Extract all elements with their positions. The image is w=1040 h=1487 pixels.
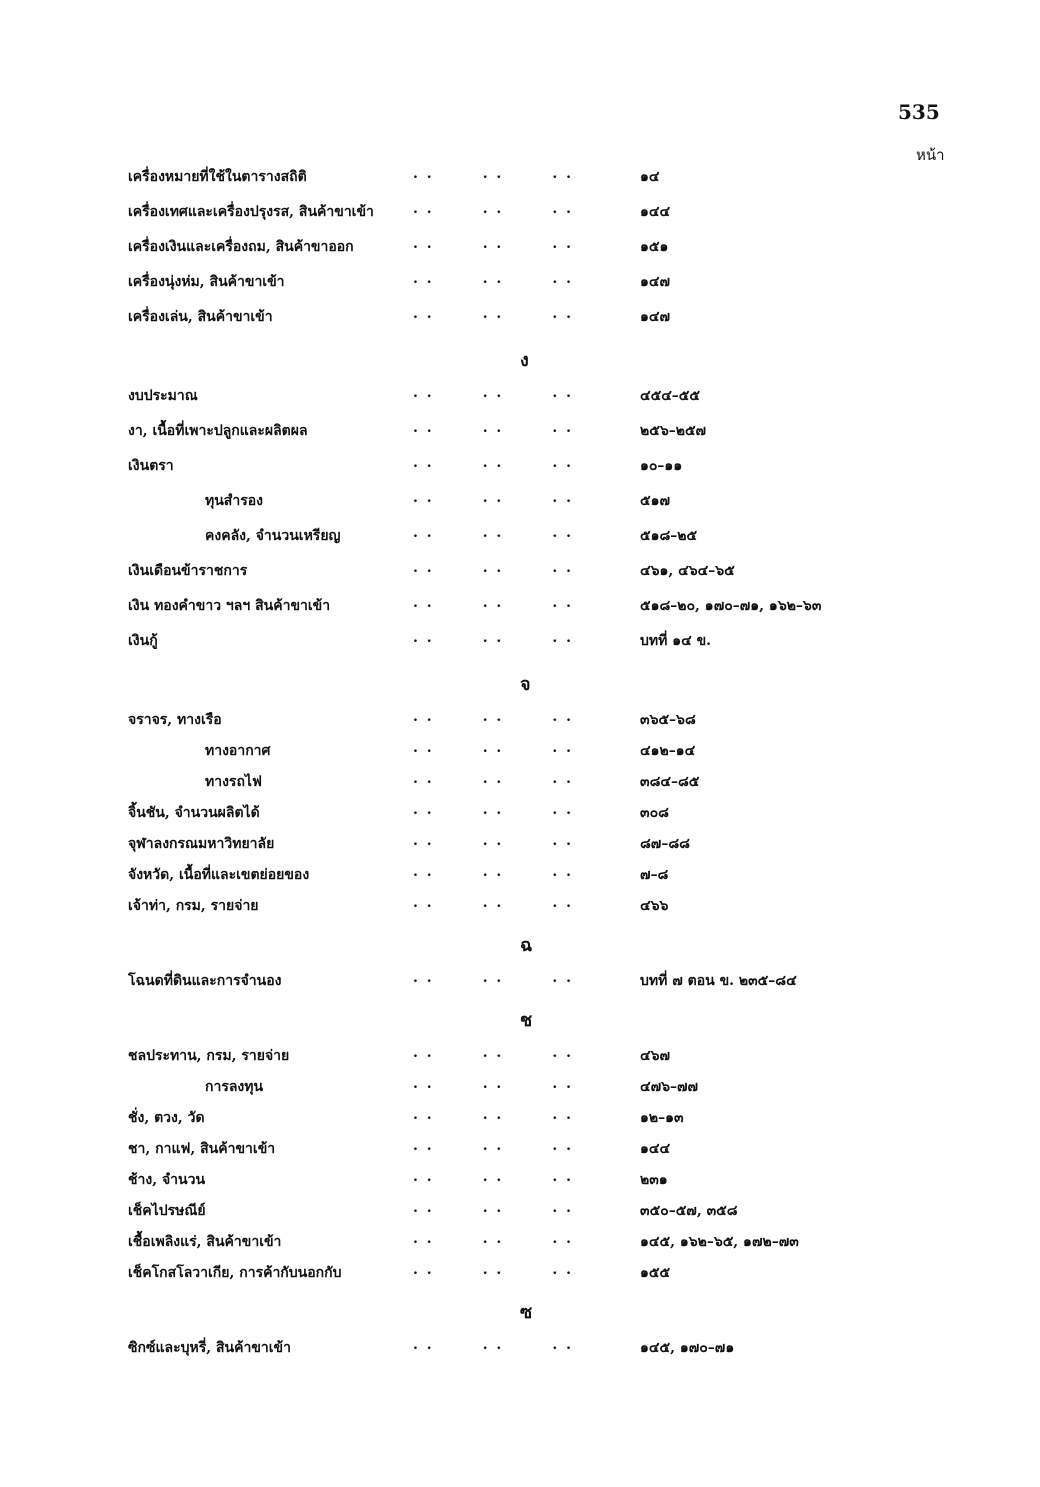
index-entry (0, 265, 1040, 300)
index-entry (0, 300, 1040, 335)
dot-leader: . . . . . . (413, 595, 573, 611)
dot-leader: . . . . . . (413, 895, 573, 911)
index-entry (0, 1070, 1040, 1101)
entry-term: ชั่ง, ตวง, วัด (128, 1110, 205, 1126)
index-entry (0, 1132, 1040, 1163)
dot-leader: . . . . . . (413, 560, 573, 576)
index-entry (0, 195, 1040, 230)
entry-page-ref: ๑๔๕, ๑๗๐–๗๑ (640, 1340, 735, 1356)
entry-term: การลงทุน (205, 1079, 264, 1095)
dot-leader: . . . . . . (413, 1076, 573, 1092)
entry-page-ref: ๗–๘ (640, 867, 669, 883)
section-letter: ฉ (520, 935, 533, 956)
entry-page-ref: ๓๖๕–๖๘ (640, 712, 696, 728)
section-letter: จ (520, 674, 531, 695)
dot-leader: . . . . . . (413, 970, 573, 986)
entry-page-ref: ๕๑๗ (640, 493, 671, 509)
index-entry (0, 1101, 1040, 1132)
dot-leader: . . . . . . (413, 1107, 573, 1123)
entry-page-ref: ๕๑๘–๒๕ (640, 528, 698, 544)
index-entry (0, 827, 1040, 858)
entry-term: โฉนดที่ดินและการจำนอง (128, 973, 282, 989)
index-entry (0, 414, 1040, 449)
entry-page-ref: ๑๐–๑๑ (640, 458, 683, 474)
section-heading (0, 659, 1040, 703)
entry-term: เงินกู้ (128, 633, 158, 649)
dot-leader: . . . . . . (413, 1337, 573, 1353)
entry-page-ref: ๕๑๘–๒๐, ๑๗๐–๗๑, ๑๖๒–๖๓ (640, 598, 822, 614)
entry-term: เครื่องเงินและเครื่องถม, สินค้าขาออก (128, 239, 354, 255)
entry-page-ref: ๔๖๑, ๔๖๔–๖๕ (640, 563, 735, 579)
dot-leader: . . . . . . (413, 166, 573, 182)
entry-term: ซิกซ์และบุหรี่, สินค้าขาเข้า (128, 1340, 291, 1356)
index-entry (0, 160, 1040, 195)
section-letter: ซ (520, 1302, 533, 1323)
entry-term: จราจร, ทางเรือ (128, 712, 222, 728)
dot-leader: . . . . . . (413, 1200, 573, 1216)
page-number: 535 (898, 100, 940, 124)
entry-term: เครื่องเทศและเครื่องปรุงรส, สินค้าขาเข้า (128, 204, 374, 220)
dot-leader: . . . . . . (413, 1045, 573, 1061)
entry-term: เครื่องนุ่งห่ม, สินค้าขาเข้า (128, 274, 285, 290)
entry-page-ref: ๓๐๘ (640, 805, 669, 821)
section-heading (0, 335, 1040, 379)
entry-page-ref: ๑๔๔ (640, 204, 671, 220)
entry-term: งา, เนื้อที่เพาะปลูกและผลิตผล (128, 423, 308, 439)
section-heading (0, 995, 1040, 1039)
entry-page-ref: ๓๘๔–๘๕ (640, 774, 700, 790)
dot-leader: . . . . . . (413, 455, 573, 471)
dot-leader: . . . . . . (413, 740, 573, 756)
index-entry (0, 734, 1040, 765)
entry-page-ref: ๑๔๗ (640, 274, 671, 290)
entry-page-ref: บทที่ ๗ ตอน ข. ๒๓๕–๘๔ (640, 973, 797, 989)
index-entry (0, 964, 1040, 995)
dot-leader: . . . . . . (413, 306, 573, 322)
entry-term: เงินเดือนข้าราชการ (128, 563, 248, 579)
section-heading (0, 1287, 1040, 1331)
index-entry (0, 624, 1040, 659)
index-entry (0, 858, 1040, 889)
entry-term: เช็คไปรษณีย์ (128, 1203, 206, 1219)
dot-leader: . . . . . . (413, 201, 573, 217)
entry-page-ref: บทที่ ๑๔ ข. (640, 633, 712, 649)
index-entry (0, 379, 1040, 414)
dot-leader: . . . . . . (413, 1138, 573, 1154)
dot-leader: . . . . . . (413, 525, 573, 541)
entry-page-ref: ๒๓๑ (640, 1172, 668, 1188)
index-entry (0, 484, 1040, 519)
dot-leader: . . . . . . (413, 630, 573, 646)
entry-page-ref: ๑๒–๑๓ (640, 1110, 684, 1126)
entry-term: จังหวัด, เนื้อที่และเขตย่อยของ (128, 867, 310, 883)
dot-leader: . . . . . . (413, 833, 573, 849)
entry-page-ref: ๔๑๒–๑๔ (640, 743, 696, 759)
entry-page-ref: ๔๖๖ (640, 898, 669, 914)
entry-term: เงิน ทองคำขาว ฯลฯ สินค้าขาเข้า (128, 598, 331, 614)
index-list (0, 160, 1040, 1362)
index-entry (0, 1331, 1040, 1362)
index-entry (0, 796, 1040, 827)
entry-term: คงคลัง, จำนวนเหรียญ (205, 528, 341, 544)
dot-leader: . . . . . . (413, 1231, 573, 1247)
dot-leader: . . . . . . (413, 271, 573, 287)
entry-term: จิ้นชัน, จำนวนผลิตได้ (128, 805, 260, 821)
entry-term: ทุนสำรอง (205, 493, 263, 509)
index-entry (0, 519, 1040, 554)
entry-term: ช้าง, จำนวน (128, 1172, 206, 1188)
entry-page-ref: ๑๔๔ (640, 1141, 671, 1157)
page-column-label: หน้า (916, 146, 945, 164)
index-entry (0, 1225, 1040, 1256)
index-entry (0, 230, 1040, 265)
dot-leader: . . . . . . (413, 709, 573, 725)
dot-leader: . . . . . . (413, 236, 573, 252)
entry-page-ref: ๔๕๔–๕๕ (640, 388, 700, 404)
entry-term: เจ้าท่า, กรม, รายจ่าย (128, 898, 259, 914)
dot-leader: . . . . . . (413, 1262, 573, 1278)
index-entry (0, 1163, 1040, 1194)
entry-page-ref: ๑๕๕ (640, 1265, 671, 1281)
section-letter: ง (520, 350, 529, 371)
entry-term: เครื่องหมายที่ใช้ในตารางสถิติ (128, 169, 307, 185)
dot-leader: . . . . . . (413, 490, 573, 506)
index-entry (0, 1194, 1040, 1225)
entry-term: ชลประทาน, กรม, รายจ่าย (128, 1048, 290, 1064)
section-heading (0, 920, 1040, 964)
entry-page-ref: ๓๕๐–๕๗, ๓๕๘ (640, 1203, 738, 1219)
entry-page-ref: ๔๗๖–๗๗ (640, 1079, 699, 1095)
section-letter: ช (520, 1010, 533, 1031)
dot-leader: . . . . . . (413, 802, 573, 818)
entry-page-ref: ๑๔๗ (640, 309, 671, 325)
index-entry (0, 765, 1040, 796)
index-entry (0, 889, 1040, 920)
entry-page-ref: ๑๔ (640, 169, 660, 185)
dot-leader: . . . . . . (413, 1169, 573, 1185)
entry-term: งบประมาณ (128, 388, 198, 404)
entry-term: จุฬาลงกรณมหาวิทยาลัย (128, 836, 275, 852)
index-entry (0, 449, 1040, 484)
index-entry (0, 1256, 1040, 1287)
dot-leader: . . . . . . (413, 385, 573, 401)
entry-page-ref: ๑๕๑ (640, 239, 669, 255)
dot-leader: . . . . . . (413, 771, 573, 787)
entry-term: ทางอากาศ (205, 743, 271, 759)
dot-leader: . . . . . . (413, 420, 573, 436)
entry-term: ชา, กาแฟ, สินค้าขาเข้า (128, 1141, 276, 1157)
entry-page-ref: ๔๖๗ (640, 1048, 671, 1064)
entry-term: เช็คโกสโลวาเกีย, การค้ากับนอกกับ (128, 1265, 342, 1281)
index-entry (0, 589, 1040, 624)
entry-term: เชื้อเพลิงแร่, สินค้าขาเข้า (128, 1234, 282, 1250)
entry-page-ref: ๑๔๕, ๑๖๒–๖๕, ๑๗๒–๗๓ (640, 1234, 799, 1250)
index-entry (0, 703, 1040, 734)
index-entry (0, 554, 1040, 589)
dot-leader: . . . . . . (413, 864, 573, 880)
entry-term: เครื่องเล่น, สินค้าขาเข้า (128, 309, 273, 325)
index-entry (0, 1039, 1040, 1070)
entry-page-ref: ๘๗–๘๘ (640, 836, 690, 852)
entry-page-ref: ๒๕๖–๒๕๗ (640, 423, 707, 439)
entry-term: ทางรถไฟ (205, 774, 262, 790)
entry-term: เงินตรา (128, 458, 174, 474)
